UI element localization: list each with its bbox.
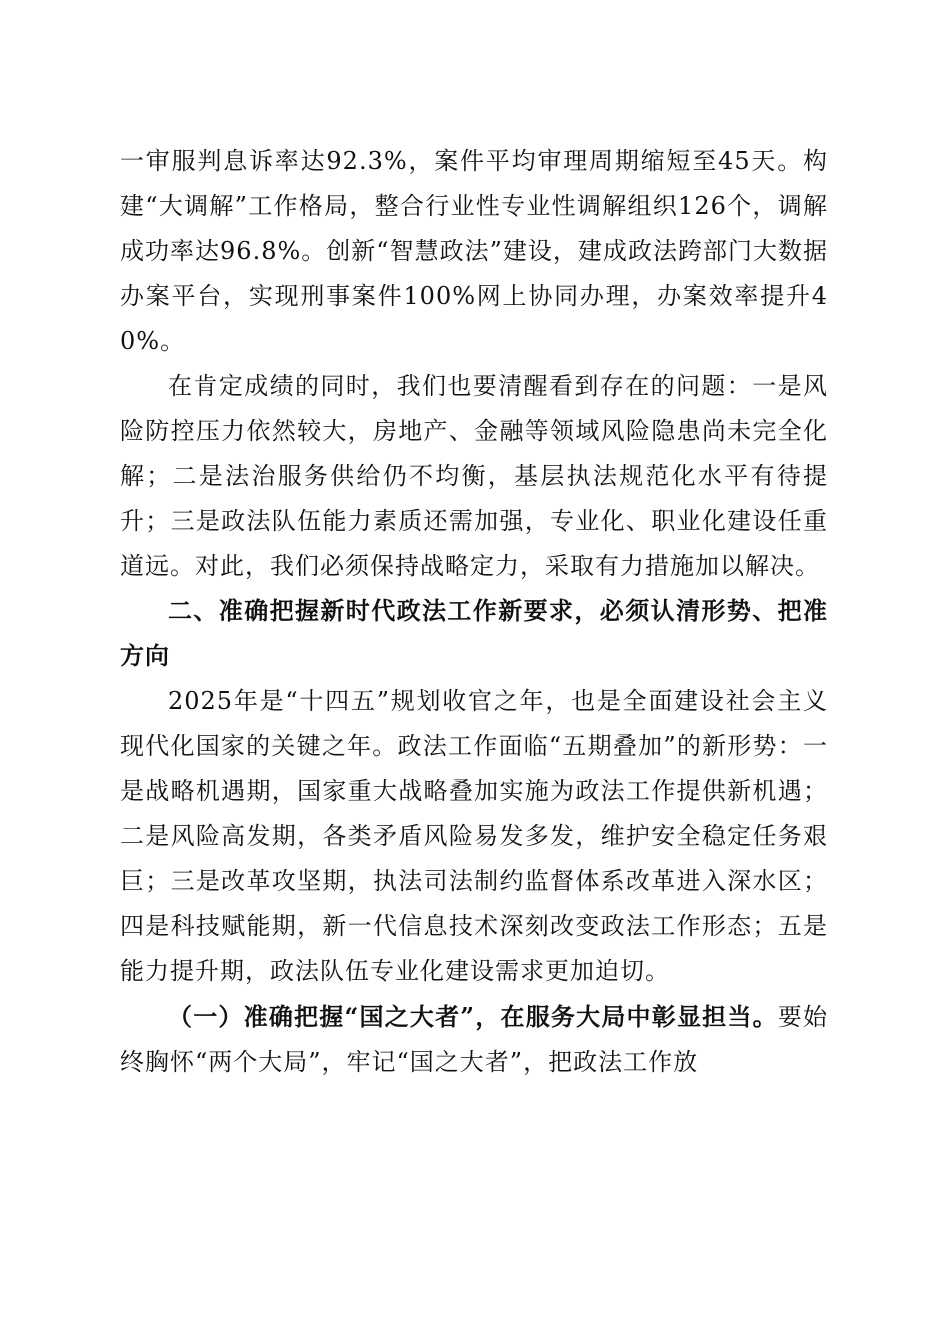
subsection-text: 要始终胸怀“两个大局”，牢记“国之大者”，把政法工作放 <box>120 1003 829 1076</box>
paragraph-problems: 在肯定成绩的同时，我们也要清醒看到存在的问题：一是风险防控压力依然较大，房地产、金融等领域风险隐患尚未完全化解；二是法治服务供给仍不均衡，基层执法规范化水平有待提升；三是政法队伍能力素质还需加强，专业化、职业化建设任重道远。对此，我们必须保持战略定力，采取有力措施加以解决。 <box>120 372 828 580</box>
document-page <box>120 139 828 1085</box>
subsection-title: （一）准确把握“国之大者”，在服务大局中彰显担当。 <box>168 1002 778 1031</box>
paragraph-achievements: 一审服判息诉率达92.3%，案件平均审理周期缩短至45天。构建“大调解”工作格局，整合行业性专业性调解组织126个，调解成功率达96.8%。创新“智慧政法”建设，建成政法跨部门大数据办案平台，实现刑事案件100%网上协同办理，办案效率提升40%。 <box>120 147 828 355</box>
paragraph-situation: 2025年是“十四五”规划收官之年，也是全面建设社会主义现代化国家的关键之年。政法工作面临“五期叠加”的新形势：一是战略机遇期，国家重大战略叠加实施为政法工作提供新机遇；二是风险高发期，各类矛盾风险易发多发，维护安全稳定任务艰巨；三是改革攻坚期，执法司法制约监督体系改革进入深水区；四是科技赋能期，新一代信息技术深刻改变政法工作形态；五是能力提升期，政法队伍专业化建设需求更加迫切。 <box>120 687 828 985</box>
subsection-paragraph <box>120 994 828 1085</box>
section-heading: 二、准确把握新时代政法工作新要求，必须认清形势、把准方向 <box>120 597 828 670</box>
